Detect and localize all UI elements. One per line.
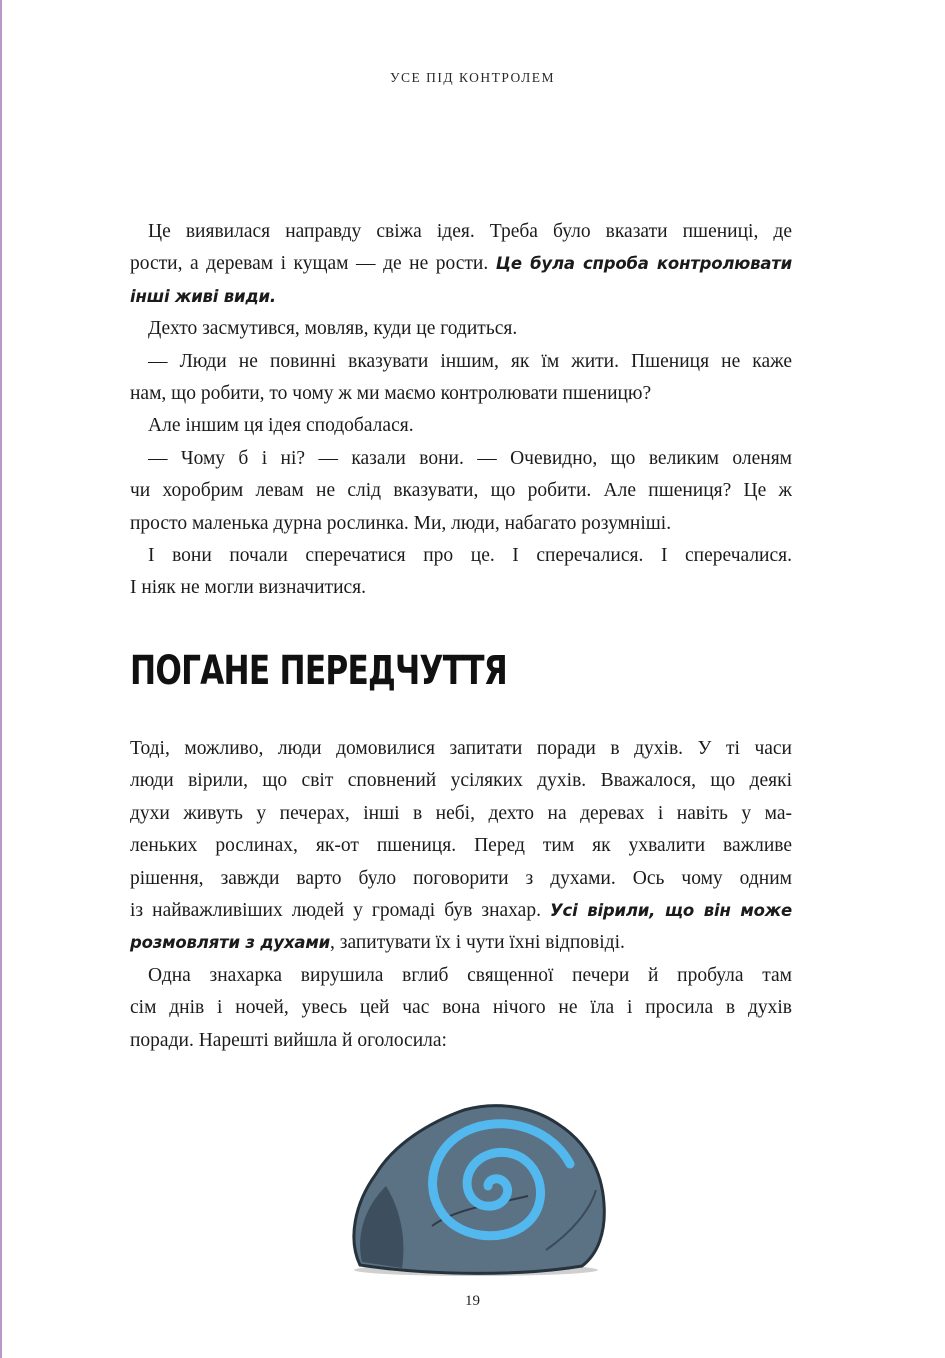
paragraph-line bbox=[130, 927, 792, 959]
paragraph-line: сім днів і ночей, увесь цей час вона нічого не їла і просила в духів bbox=[130, 997, 792, 1019]
text-block-1 bbox=[130, 216, 792, 605]
paragraph-line: духи живуть у печерах, інші в небі, дехто на деревах і навіть у ма- bbox=[130, 802, 792, 824]
handwritten-highlight: Це була спроба контролювати bbox=[495, 254, 793, 274]
paragraph-line: Дехто засмутився, мовляв, куди це годиться. bbox=[148, 318, 518, 340]
paragraph-text: , запитувати їх і чути їхні відповіді. bbox=[330, 932, 625, 954]
paragraph-line: чи хоробрим левам не слід вказувати, що робити. Але пшениця? Це ж bbox=[130, 480, 792, 502]
page-number: 19 bbox=[465, 1293, 480, 1309]
paragraph-line bbox=[130, 895, 792, 927]
paragraph-line: поради. Нарешті вийшла й оголосила: bbox=[130, 1029, 447, 1051]
paragraph-line: Одна знахарка вирушила вглиб священної печери й пробула там bbox=[148, 964, 792, 986]
paragraph-line: просто маленька дурна рослинка. Ми, люди, набагато розумніші. bbox=[130, 512, 672, 534]
paragraph-line: люди вірили, що світ сповнений усіляких духів. Вважалося, що деякі bbox=[130, 770, 792, 792]
paragraph-line: І вони почали сперечатися про це. І сперечалися. І сперечалися. bbox=[148, 544, 792, 566]
paragraph-line: рішення, завжди варто було поговорити з духами. Ось чому одним bbox=[130, 867, 792, 889]
paragraph-line bbox=[130, 281, 792, 313]
handwritten-highlight: інші живі види. bbox=[130, 286, 276, 306]
handwritten-highlight: розмовляти з духами bbox=[130, 933, 330, 953]
paragraph-line: Це виявилася направду свіжа ідея. Треба було вказати пшениці, де bbox=[148, 221, 792, 242]
paragraph-line: — Чому б і ні? — казали вони. — Очевидно, що великим оленям bbox=[148, 447, 792, 469]
paragraph-line: Тоді, можливо, люди домовилися запитати поради в духів. У ті часи bbox=[130, 738, 792, 759]
handwritten-highlight: Усі вірили, що він може bbox=[549, 900, 792, 920]
text-block-2 bbox=[130, 733, 792, 1057]
paragraph-line: І ніяк не могли визначитися. bbox=[130, 577, 366, 599]
spiral-stone-illustration bbox=[346, 1100, 608, 1280]
paragraph-line: нам, що робити, то чому ж ми маємо контролювати пшеницю? bbox=[130, 382, 652, 404]
paragraph-text: рости, а деревам і кущам — де не рости. bbox=[130, 253, 496, 275]
paragraph-line: Але іншим ця ідея сподобалася. bbox=[148, 415, 414, 437]
running-head: УСЕ ПІД КОНТРОЛЕМ bbox=[389, 70, 556, 85]
page-edge-stripe bbox=[0, 0, 2, 1358]
paragraph-line: леньких рослинах, як-от пшениця. Перед тим як ухвалити важливе bbox=[130, 835, 792, 857]
paragraph-line: — Люди не повинні вказувати іншим, як їм жити. Пшениця не каже bbox=[148, 350, 792, 372]
section-heading: ПОГАНЕ ПЕРЕДЧУТТЯ bbox=[130, 648, 507, 694]
paragraph-line bbox=[130, 248, 792, 280]
paragraph-text: із найважливіших людей у громаді був знахар. bbox=[130, 899, 550, 921]
